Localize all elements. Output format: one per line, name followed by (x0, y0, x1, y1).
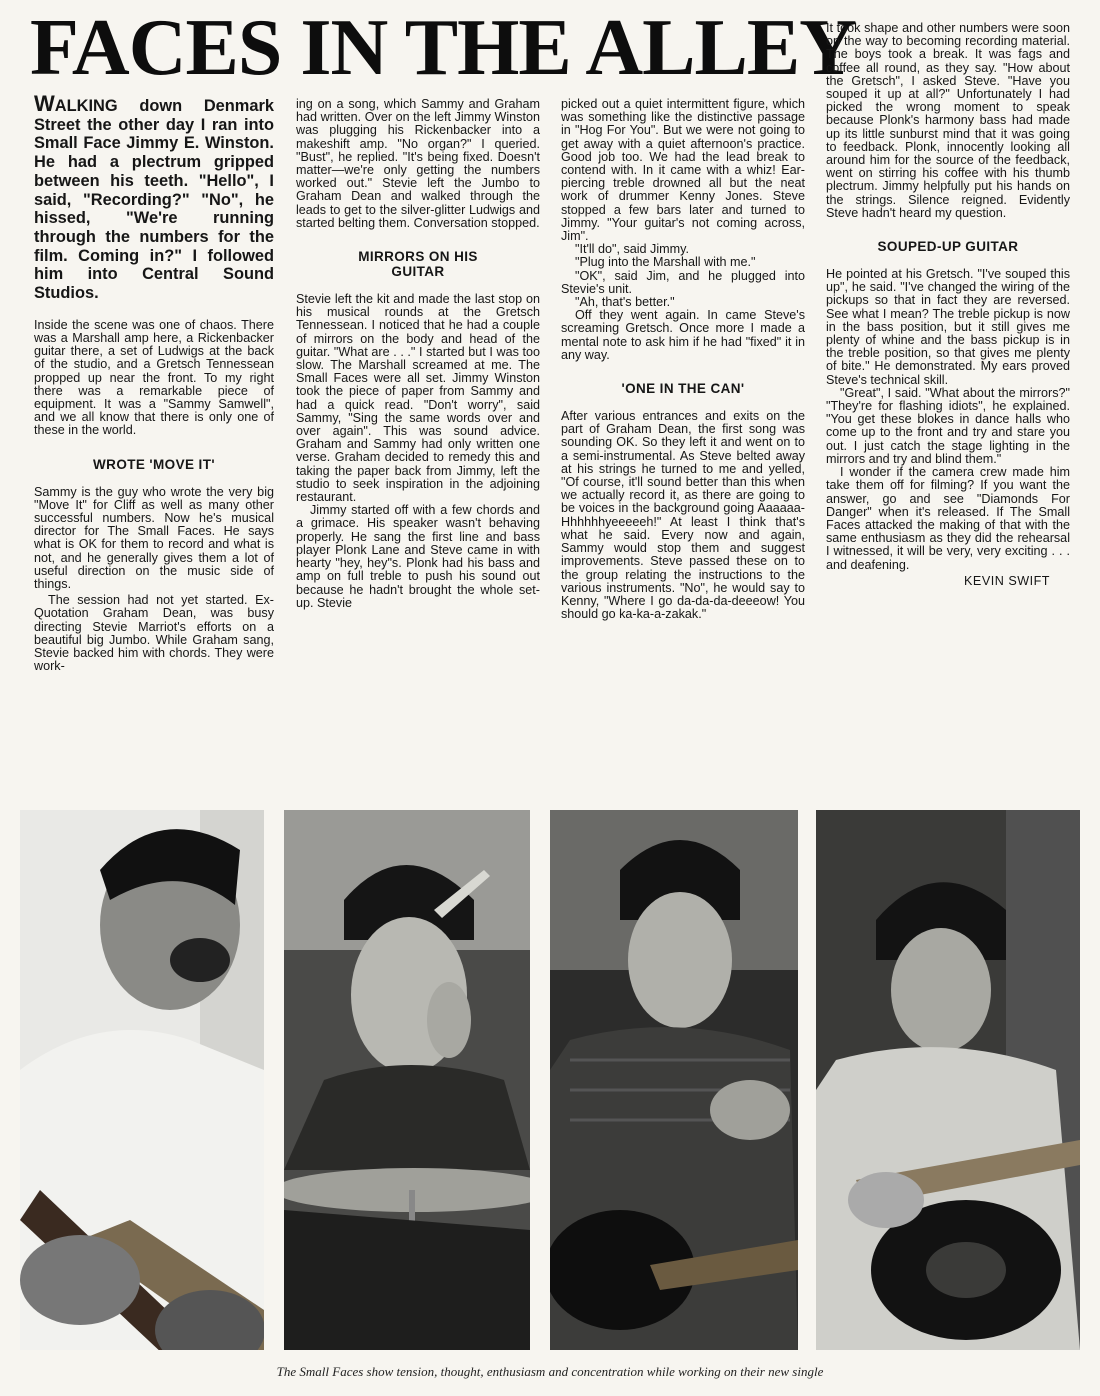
photo-4-concentration (816, 810, 1080, 1350)
body-paragraph: picked out a quiet intermittent figure, which was something like the distinctive passage in "Hog For You". But we were not going to get away with a quiet afternoon's practice. Good job too. We had the lead break to contend with. In it came with a whiz! Ear-piercing treble drowned all but the neat work of drummer Kenny Jones. Steve stopped a few bars later and turned to Jimmy. "Your guitar's not coming across, Jim". (561, 97, 805, 244)
article-column-4 (826, 22, 1070, 588)
body-paragraph: "OK", said Jim, and he plugged into Stevie's unit. (561, 268, 805, 296)
lead-text: ALKING down Denmark Street the other day I ran into Small Face Jimmy E. Winston. He had a plectrum gripped between his teeth. "Hello", I said, "Recording?" "No", he hissed, "We're running through the numbers for the film. Coming in?" I followed him into Central Sound Studios. (34, 97, 274, 303)
body-paragraph: He pointed at his Gretsch. "I've souped this up", he said. "I've changed the wiring of the pickups so that in fact they are reversed. See what I mean? The treble pickup is now in the bass position, but it still gives me plenty of whine and the bass pickup is in the treble position, so that gives me plenty of bite." He demonstrated. My ears proved Steve's technical skill. (826, 267, 1070, 387)
body-paragraph: Jimmy started off with a few chords and a grimace. His speaker wasn't behaving properly. He sang the first line and bass player Plonk Lane and Steve came in with hearty "hey, hey"s. Plonk had his bass and amp on full treble to push his sound out because he hadn't brought the whole set-up. Stevie (296, 503, 540, 610)
drop-cap: W (34, 91, 55, 116)
body-paragraph: Sammy is the guy who wrote the very big "Move It" for Cliff as well as many other successful numbers. Now he's musical director for The Small Faces. He says what is OK for them to record and what is not, and he generally gives them a lot of useful direction on the music side of things. (34, 484, 274, 591)
body-paragraph: ing on a song, which Sammy and Graham had written. Over on the left Jimmy Winston was plugging his Rickenbacker into a makeshift amp. "No organ?" I queried. "Bust", he replied. "It's being fixed. Doesn't matter—we're only getting the numbers worked out." Stevie left the Jumbo to Graham Dean and walked through the leads to get to the silver-glitter Ludwigs and started belting them. Conversation stopped. (296, 97, 540, 230)
article-column-1 (34, 91, 274, 674)
photo-1-singing (20, 810, 264, 1350)
subheading: 'ONE IN THE CAN' (621, 381, 745, 397)
body-paragraph: After various entrances and exits on the part of Graham Dean, the first song was sounding OK. So they left it and went on to a semi-instrumental. As Steve belted away at his strings he turned to me and yelled, "Of course, it'll sound better than this when we actually record it, as there are going to be voices in the background going Aaaaaa-Hhhhhhyeeeeeh!" At least I think that's what he said. Every now and again, Sammy would stop them and suggest improvements. Steve passed these on to the group relating the instructions to the various instruments. "No", he would say to Kenny, "Where I go da-da-da-deeeow! You should go ka-ka-a-zakak." (561, 409, 805, 622)
body-paragraph: Inside the scene was one of chaos. There was a Marshall amp here, a Rickenbacker guitar there, a set of Ludwigs at the back of the studio, and a Gretsch Tennessean propped up near the front. To my right there was a remarkable piece of equipment. It was a "Sammy Samwell", and we all know that there is only one of these in the world. (34, 317, 274, 438)
body-paragraph: I wonder if the camera crew made him take them off for filming? If you want the answer, go and see "Diamonds For Danger" when it's released. If The Small Faces attacked the making of that with the same enthusiasm as they did the rehearsal I witnessed, it will be very, very exciting . . . and deafening. (826, 465, 1070, 572)
body-paragraph: "Great", I said. "What about the mirrors?" "They're for flashing idiots", he explained. "You get these blokes in dance halls who come up to the front and try and stare you out. I just catch the stage lighting in the mirrors and try and blind them." (826, 385, 1070, 466)
article-column-3 (561, 98, 805, 621)
headline: FACES IN THE ALLEY (30, 4, 856, 92)
photo-3-enthusiasm (550, 810, 798, 1350)
body-paragraph: "Plug into the Marshall with me." (575, 255, 756, 270)
subheading: MIRRORS ON HIS GUITAR (358, 249, 478, 280)
body-paragraph: The session had not yet started. Ex-Quotation Graham Dean, was busy directing Stevie Marriot's efforts on a beautiful big Jumbo. While Graham sang, Stevie backed him with chords. They were work- (34, 593, 274, 674)
body-paragraph: "Ah, that's better." (575, 295, 675, 310)
lead-paragraph (34, 91, 274, 303)
body-paragraph: Stevie left the kit and made the last stop on his musical rounds at the Gretsch Tennessean. I noticed that he had a couple of mirrors on the body and head of the guitar. "What are . . ." I started but I was too slow. The Marshall screamed at me. The Small Faces were all set. Jimmy Winston took the piece of paper from Sammy and had a quick read. "Don't worry", said Sammy, "Sing the same words over and over again". This was sound advice. Graham and Sammy had only written one verse. Graham decided to remedy this and taking the paper back from Jimmy, left the studio to seek inspiration in the adjoining restaurant. (296, 292, 540, 505)
body-paragraph: Off they went again. In came Steve's screaming Gretsch. Once more I made a mental note to ask him if he had "fixed" it in any way. (561, 308, 805, 362)
body-paragraph: "It'll do", said Jimmy. (575, 242, 689, 257)
photo-2-thinking (284, 810, 530, 1350)
photo-caption: The Small Faces show tension, thought, enthusiasm and concentration while working on their new single (276, 1364, 824, 1379)
body-paragraph: It took shape and other numbers were soon on the way to becoming recording material. The boys took a break. It was fags and coffee all round, as they say. "How about the Gretsch", I asked Steve. "Have you souped it up at all?" Unfortunately I had picked the wrong moment to speak because Plonk's harmony bass had made up its little sunburst mind that it was going to feedback. Plonk, innocently looking all around him for the source of the feedback, went on stirring his coffee with his thumb plectrum. Jimmy helpfully put his hands on the strings. Silence reigned. Evidently Steve hadn't heard my question. (826, 21, 1070, 220)
byline: KEVIN SWIFT (964, 573, 1050, 588)
subheading: SOUPED-UP GUITAR (877, 239, 1019, 255)
subheading: WROTE 'MOVE IT' (93, 456, 215, 472)
article-column-2 (296, 98, 540, 610)
